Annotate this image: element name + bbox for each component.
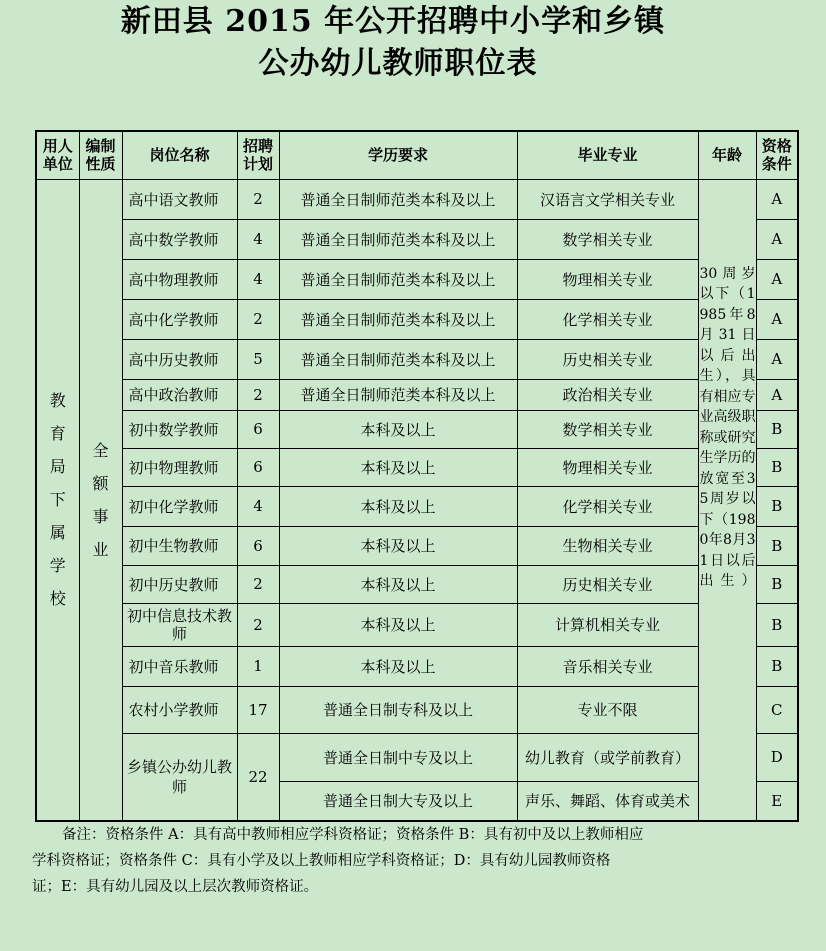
qualification-cell: B — [756, 603, 798, 646]
header-nature: 编制性质 — [79, 131, 122, 179]
qualification-cell: B — [756, 526, 798, 565]
plan-cell: 2 — [237, 299, 279, 339]
header-qualification: 资格条件 — [756, 131, 798, 179]
plan-cell: 4 — [237, 259, 279, 299]
table-row — [36, 603, 798, 646]
age-cell — [698, 179, 756, 821]
position-cell: 初中历史教师 — [122, 565, 237, 603]
qualification-cell: A — [756, 179, 798, 219]
position-cell: 初中信息技术教 师 — [122, 603, 237, 646]
header-unit: 用人单位 — [36, 131, 79, 179]
plan-cell: 6 — [237, 526, 279, 565]
education-cell: 普通全日制师范类本科及以上 — [279, 179, 517, 219]
note — [32, 822, 742, 900]
table-row — [36, 410, 798, 448]
header-major: 毕业专业 — [517, 131, 698, 179]
qualification-cell: A — [756, 259, 798, 299]
table-row — [36, 526, 798, 565]
education-cell: 普通全日制大专及以上 — [279, 781, 517, 821]
major-cell: 计算机相关专业 — [517, 603, 698, 646]
page-title-line-1: 新田县 2015 年公开招聘中小学和乡镇 — [120, 4, 666, 39]
table-row — [36, 299, 798, 339]
qualification-cell: E — [756, 781, 798, 821]
note-line-1: 备注：资格条件 A：具有高中教师相应学科资格证；资格条件 B：具有初中及以上教师相应 — [62, 827, 644, 843]
major-cell: 声乐、舞蹈、体育或美术 — [517, 781, 698, 821]
major-cell: 政治相关专业 — [517, 379, 698, 410]
nature-cell — [79, 179, 122, 821]
qualification-cell: B — [756, 565, 798, 603]
qualification-cell: B — [756, 410, 798, 448]
major-cell: 数学相关专业 — [517, 219, 698, 259]
table-row — [36, 486, 798, 526]
qualification-cell: A — [756, 339, 798, 379]
education-cell: 普通全日制师范类本科及以上 — [279, 299, 517, 339]
education-cell: 本科及以上 — [279, 410, 517, 448]
position-cell: 高中化学教师 — [122, 299, 237, 339]
plan-cell: 1 — [237, 646, 279, 686]
major-cell: 化学相关专业 — [517, 299, 698, 339]
qualification-cell: A — [756, 219, 798, 259]
position-cell: 农村小学教师 — [122, 686, 237, 733]
nature-value: 全 额 事 业 — [92, 440, 109, 559]
major-cell: 历史相关专业 — [517, 339, 698, 379]
position-cell: 高中物理教师 — [122, 259, 237, 299]
page-title-line-2: 公办幼儿教师职位表 — [258, 46, 538, 81]
position-cell: 高中语文教师 — [122, 179, 237, 219]
table-row — [36, 686, 798, 733]
table-row — [36, 339, 798, 379]
table-row — [36, 379, 798, 410]
education-cell: 本科及以上 — [279, 448, 517, 486]
position-cell: 初中音乐教师 — [122, 646, 237, 686]
education-cell: 普通全日制师范类本科及以上 — [279, 219, 517, 259]
unit-cell — [36, 179, 79, 821]
table-row — [36, 646, 798, 686]
plan-cell: 4 — [237, 486, 279, 526]
header-age: 年龄 — [698, 131, 756, 179]
positions-table — [35, 130, 799, 822]
plan-cell: 2 — [237, 379, 279, 410]
qualification-cell: A — [756, 299, 798, 339]
plan-cell: 6 — [237, 448, 279, 486]
education-cell: 本科及以上 — [279, 526, 517, 565]
major-cell: 化学相关专业 — [517, 486, 698, 526]
position-cell: 乡镇公办幼儿教 师 — [122, 733, 237, 821]
table-row — [36, 733, 798, 781]
major-cell: 音乐相关专业 — [517, 646, 698, 686]
major-cell: 专业不限 — [517, 686, 698, 733]
plan-cell: 2 — [237, 565, 279, 603]
plan-cell: 2 — [237, 179, 279, 219]
note-line-2: 学科资格证；资格条件 C：具有小学及以上教师相应学科资格证；D：具有幼儿园教师资格 — [32, 853, 611, 869]
table-row — [36, 259, 798, 299]
education-cell: 本科及以上 — [279, 486, 517, 526]
plan-cell: 5 — [237, 339, 279, 379]
plan-cell: 2 — [237, 603, 279, 646]
unit-value: 教 育 局 下 属 学 校 — [49, 391, 66, 609]
qualification-cell: B — [756, 646, 798, 686]
major-cell: 汉语言文学相关专业 — [517, 179, 698, 219]
education-cell: 普通全日制中专及以上 — [279, 733, 517, 781]
plan-cell: 6 — [237, 410, 279, 448]
position-cell: 初中生物教师 — [122, 526, 237, 565]
education-cell: 本科及以上 — [279, 565, 517, 603]
age-value: 30周岁以下（1985年8月31日以后出生），具有相应专业高级职称或研究生学历的放宽至35周岁以下（1980年8月31日以后出生） — [699, 265, 756, 589]
education-cell: 普通全日制师范类本科及以上 — [279, 339, 517, 379]
major-cell: 生物相关专业 — [517, 526, 698, 565]
qualification-cell: D — [756, 733, 798, 781]
header-plan: 招聘计划 — [237, 131, 279, 179]
qualification-cell: B — [756, 448, 798, 486]
plan-cell: 22 — [237, 733, 279, 821]
position-cell: 高中数学教师 — [122, 219, 237, 259]
position-cell: 高中政治教师 — [122, 379, 237, 410]
education-cell: 普通全日制专科及以上 — [279, 686, 517, 733]
header-position: 岗位名称 — [122, 131, 237, 179]
position-cell: 初中化学教师 — [122, 486, 237, 526]
education-cell: 本科及以上 — [279, 603, 517, 646]
qualification-cell: B — [756, 486, 798, 526]
education-cell: 普通全日制师范类本科及以上 — [279, 379, 517, 410]
table-row — [36, 219, 798, 259]
education-cell: 本科及以上 — [279, 646, 517, 686]
major-cell: 物理相关专业 — [517, 259, 698, 299]
table-row — [36, 179, 798, 219]
header-education: 学历要求 — [279, 131, 517, 179]
major-cell: 数学相关专业 — [517, 410, 698, 448]
qualification-cell: A — [756, 379, 798, 410]
education-cell: 普通全日制师范类本科及以上 — [279, 259, 517, 299]
note-line-3: 证；E：具有幼儿园及以上层次教师资格证。 — [32, 879, 319, 895]
position-cell: 高中历史教师 — [122, 339, 237, 379]
major-cell: 历史相关专业 — [517, 565, 698, 603]
major-cell: 物理相关专业 — [517, 448, 698, 486]
position-cell: 初中物理教师 — [122, 448, 237, 486]
position-cell: 初中数学教师 — [122, 410, 237, 448]
major-cell: 幼儿教育（或学前教育） — [517, 733, 698, 781]
qualification-cell: C — [756, 686, 798, 733]
plan-cell: 17 — [237, 686, 279, 733]
header-row — [36, 131, 798, 179]
table-row — [36, 565, 798, 603]
plan-cell: 4 — [237, 219, 279, 259]
table-row — [36, 448, 798, 486]
